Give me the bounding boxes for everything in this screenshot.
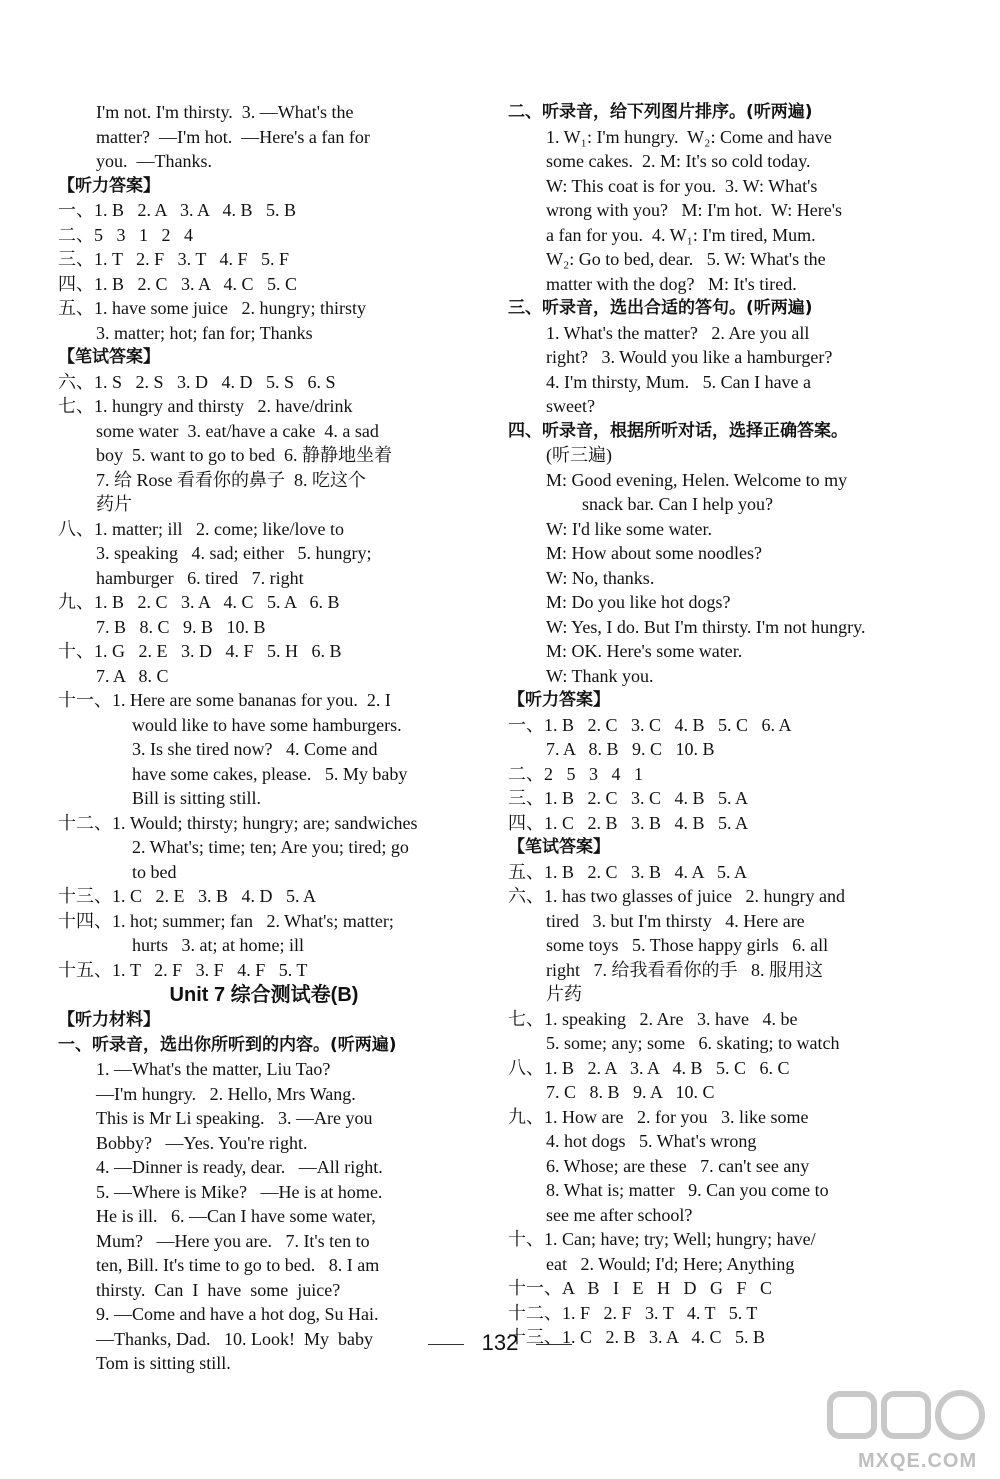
answer-line: 7. B 8. C 9. B 10. B <box>96 616 266 637</box>
answer-line: some water 3. eat/have a cake 4. a sad <box>96 420 379 441</box>
answer-line: 4. hot dogs 5. What's wrong <box>546 1131 757 1151</box>
answer-line: 5. some; any; some 6. skating; to watch <box>546 1033 840 1053</box>
answer-line: 六、1. has two glasses of juice 2. hungry and <box>508 886 845 906</box>
answer-line: 6. Whose; are these 7. can't see any <box>546 1155 810 1176</box>
page-number <box>0 1330 1000 1356</box>
text-line: —Thanks, Dad. 10. Look! My baby <box>96 1328 373 1349</box>
answer-line: 十二、1. F 2. F 3. T 4. T 5. T <box>508 1302 758 1323</box>
answer-line: 十三、1. C 2. E 3. B 4. D 5. A <box>58 886 317 906</box>
dialogue-line: W: Thank you. <box>546 665 654 686</box>
dialogue-line: W: I'd like some water. <box>546 518 713 539</box>
text-line: 1. —What's the matter, Liu Tao? <box>96 1059 331 1079</box>
answer-line: 二、2 5 3 4 1 <box>508 763 643 784</box>
answer-line: 三、1. B 2. C 3. C 4. B 5. A <box>508 788 749 808</box>
answer-line: 2. What's; time; ten; Are you; tired; go <box>132 837 409 857</box>
text-line: you. —Thanks. <box>96 151 212 171</box>
text-line: 4. —Dinner is ready, dear. —All right. <box>96 1157 383 1177</box>
text-line: right? 3. Would you like a hamburger? <box>546 347 833 367</box>
answer-line: tired 3. but I'm thirsty 4. Here are <box>546 910 805 931</box>
text-line: 9. —Come and have a hot dog, Su Hai. <box>96 1304 379 1324</box>
text-line: W: This coat is for you. 3. W: What's <box>546 175 818 196</box>
answer-line: 7. C 8. B 9. A 10. C <box>546 1082 715 1102</box>
text-line: W₂: Go to bed, dear. 5. W: What's the <box>546 249 826 269</box>
text-line: Mum? —Here you are. 7. It's ten to <box>96 1230 370 1251</box>
text-line: matter with the dog? M: It's tired. <box>546 273 797 294</box>
dialogue-line: M: How about some noodles? <box>546 543 762 563</box>
dialogue-line: W: Yes, I do. But I'm thirsty. I'm not hungry. <box>546 616 866 637</box>
answer-line: to bed <box>132 861 177 882</box>
answer-line: eat 2. Would; I'd; Here; Anything <box>546 1253 795 1274</box>
answer-line: 九、1. How are 2. for you 3. like some <box>508 1106 809 1127</box>
answer-line: 十、1. Can; have; try; Well; hungry; have/ <box>508 1229 816 1249</box>
answer-line: 3. matter; hot; fan for; Thanks <box>96 322 313 343</box>
question-header: 一、听录音，选出你所听到的内容。(听两遍) <box>58 1034 397 1055</box>
text-line: ten, Bill. It's time to go to bed. 8. I am <box>96 1255 380 1275</box>
answer-line: would like to have some hamburgers. <box>132 714 402 735</box>
answer-line: some toys 5. Those happy girls 6. all <box>546 935 829 955</box>
answer-line: right 7. 给我看看你的手 8. 服用这 <box>546 959 823 980</box>
text-line: 1. What's the matter? 2. Are you all <box>546 322 810 343</box>
answer-line: 十三、1. C 2. B 3. A 4. C 5. B <box>508 1327 766 1347</box>
text-line: Bobby? —Yes. You're right. <box>96 1132 308 1153</box>
text-line: 1. W₁: I'm hungry. W₂: Come and have <box>546 126 832 147</box>
text-line: 5. —Where is Mike? —He is at home. <box>96 1181 383 1202</box>
answer-line: 四、1. C 2. B 3. B 4. B 5. A <box>508 812 749 833</box>
answer-line: have some cakes, please. 5. My baby <box>132 763 408 784</box>
dialogue-line: W: No, thanks. <box>546 567 655 588</box>
answer-line: 片药 <box>546 984 582 1004</box>
dialogue-line: M: Good evening, Helen. Welcome to my <box>546 469 848 490</box>
text-line: thirsty. Can I have some juice? <box>96 1279 341 1300</box>
answer-line: 十、1. G 2. E 3. D 4. F 5. H 6. B <box>58 641 342 661</box>
question-header: 三、听录音，选出合适的答句。(听两遍) <box>508 298 813 318</box>
dialogue-line: M: OK. Here's some water. <box>546 641 743 661</box>
section-header: 【听力材料】 <box>58 1010 160 1030</box>
answer-line: 七、1. hungry and thirsty 2. have/drink <box>58 396 353 416</box>
text-line: Tom is sitting still. <box>96 1353 231 1373</box>
answer-line: 十二、1. Would; thirsty; hungry; are; sandwiches <box>58 812 418 833</box>
left-column <box>58 100 470 1376</box>
section-header: 【笔试答案】 <box>58 347 160 367</box>
answer-line: 五、1. have some juice 2. hungry; thirsty <box>58 298 366 318</box>
answer-line: 八、1. matter; ill 2. come; like/love to <box>58 518 344 539</box>
text-line: (听三遍) <box>546 445 612 465</box>
answer-line: 7. A 8. B 9. C 10. B <box>546 739 715 759</box>
answer-line: 一、1. B 2. A 3. A 4. B 5. B <box>58 200 297 220</box>
dash-right <box>536 1344 572 1345</box>
question-header: 四、听录音，根据所听对话，选择正确答案。 <box>508 420 848 441</box>
answer-line: 六、1. S 2. S 3. D 4. D 5. S 6. S <box>58 371 336 392</box>
dialogue-line: M: Do you like hot dogs? <box>546 592 731 612</box>
text-line: a fan for you. 4. W₁: I'm tired, Mum. <box>546 224 816 245</box>
answer-line: 3. Is she tired now? 4. Come and <box>132 739 378 759</box>
section-header: 【听力答案】 <box>58 175 160 196</box>
answer-line: hamburger 6. tired 7. right <box>96 567 304 588</box>
answer-line: 药片 <box>96 494 132 514</box>
section-header: 【听力答案】 <box>508 690 610 710</box>
answer-line: boy 5. want to go to bed 6. 静静地坐着 <box>96 445 392 465</box>
answer-line: 十五、1. T 2. F 3. F 4. F 5. T <box>58 959 308 980</box>
text-line: —I'm hungry. 2. Hello, Mrs Wang. <box>96 1083 356 1104</box>
text-line: 4. I'm thirsty, Mum. 5. Can I have a <box>546 371 812 392</box>
answer-line: 十一、A B I E H D G F C <box>508 1278 773 1298</box>
page-number-text: 132 <box>481 1330 519 1355</box>
answer-line: 四、1. B 2. C 3. A 4. C 5. C <box>58 273 298 294</box>
answer-line: 九、1. B 2. C 3. A 4. C 5. A 6. B <box>58 592 340 612</box>
answer-line: 七、1. speaking 2. Are 3. have 4. be <box>508 1008 798 1029</box>
text-line: I'm not. I'm thirsty. 3. —What's the <box>96 102 354 122</box>
answer-line: 3. speaking 4. sad; either 5. hungry; <box>96 543 372 563</box>
answer-line: Bill is sitting still. <box>132 788 262 808</box>
answer-line: 十四、1. hot; summer; fan 2. What's; matter; <box>58 910 394 931</box>
answer-line: 8. What is; matter 9. Can you come to <box>546 1180 829 1200</box>
text-line: This is Mr Li speaking. 3. —Are you <box>96 1108 373 1128</box>
answer-line: hurts 3. at; at home; ill <box>132 935 304 955</box>
answer-line: see me after school? <box>546 1204 693 1225</box>
text-line: matter? —I'm hot. —Here's a fan for <box>96 126 370 147</box>
question-header: 二、听录音，给下列图片排序。(听两遍) <box>508 102 813 122</box>
answer-line: 五、1. B 2. C 3. B 4. A 5. A <box>508 861 748 882</box>
text-line: sweet? <box>546 396 595 416</box>
answer-line: 一、1. B 2. C 3. C 4. B 5. C 6. A <box>508 714 792 735</box>
text-line: some cakes. 2. M: It's so cold today. <box>546 151 811 171</box>
answer-line: 二、5 3 1 2 4 <box>58 224 193 245</box>
right-column <box>508 100 926 1350</box>
dash-left <box>428 1344 464 1345</box>
dialogue-line: snack bar. Can I help you? <box>582 494 773 514</box>
text-line: wrong with you? M: I'm hot. W: Here's <box>546 200 842 220</box>
answer-line: 7. A 8. C <box>96 665 169 686</box>
text-line: He is ill. 6. —Can I have some water, <box>96 1206 376 1226</box>
answer-line: 7. 给 Rose 看看你的鼻子 8. 吃这个 <box>96 469 366 490</box>
answer-line: 八、1. B 2. A 3. A 4. B 5. C 6. C <box>508 1057 790 1078</box>
answer-line: 三、1. T 2. F 3. T 4. F 5. F <box>58 249 290 269</box>
unit-title: Unit 7 综合测试卷(B) <box>169 984 359 1006</box>
section-header: 【笔试答案】 <box>508 837 610 857</box>
watermark-text: MXQE.COM <box>858 1450 978 1472</box>
answer-line: 十一、1. Here are some bananas for you. 2. I <box>58 690 391 710</box>
